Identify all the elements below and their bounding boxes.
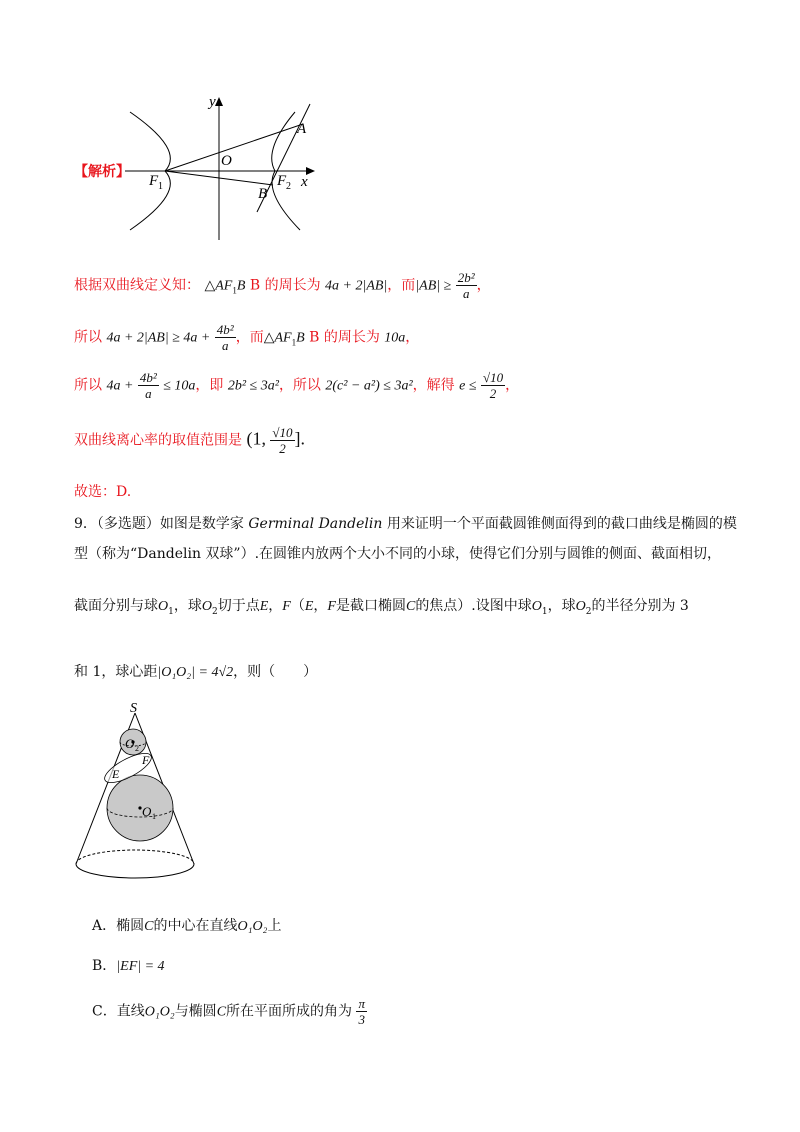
fraction: $\frac{\text{4b²}}{a}$ [216,322,234,353]
dandelin-cone-diagram [70,698,200,888]
math-expr: 4a + 2|AB| [325,278,388,294]
hyperbola-figure [125,92,325,251]
label-O2: O [125,736,135,751]
text: ，而 [235,329,264,346]
text: 根据双曲线定义知： [74,277,200,294]
text: 双曲线离心率的取值范围是 [74,432,242,449]
text: ， [476,277,491,294]
triangle-label: △AF [263,330,292,346]
math-expr: (1, [246,428,266,449]
math-expr: 4a + 2|AB| ≥ 4a + [106,330,211,346]
q9-line-2: 型（称为“Dandelin 双球”）.在圆锥内放两个大小不同的小球，使得它们分别与圆锥的侧面、截面相切， [74,546,722,562]
label-O2-sub: 2 [135,744,139,753]
text: 所以 [74,329,102,346]
triangle-label: △AF [204,278,233,294]
fraction: $\frac{√10}{2}$ [482,370,504,401]
math-expr: ≤ 10a [163,378,196,394]
label-E: E [112,767,120,781]
math-expr: 2(c² − a²) ≤ 3a² [325,378,413,394]
text: ， [405,329,420,346]
text: ，解得 [412,377,455,394]
label-y: y [209,94,216,110]
label-F2: F [277,173,287,189]
math-expr: e ≤ [459,378,477,394]
cone-base-front [76,864,194,878]
text: B 的周长为 [249,277,321,294]
label-F1-sub: 1 [158,181,163,192]
label-S: S [130,701,137,716]
text: B 的周长为 [309,329,380,346]
hyperbola-diagram [125,92,325,247]
text: 所以 [74,377,102,394]
triangle-b: B [236,278,246,294]
line-F1A [165,124,303,171]
text: 9．（多选题）如图是数学家 [74,516,249,532]
answer-line: 故选：D. [74,484,132,500]
q9-line-1 [74,514,737,534]
math-expr: 10a [384,330,406,346]
label-F2-sub: 2 [286,181,291,192]
text: ，所以 [278,377,321,394]
name: Germinal Dandelin [248,516,383,532]
label-O: O [221,153,232,169]
option-B: B．|EF| = 4 [92,958,165,974]
math-expr: ]. [294,428,306,449]
fraction: $\frac{\text{2b²}}{a}$ [457,270,475,301]
fraction: $\frac{√10}{2}$ [272,425,293,456]
math-expr: |AB| ≥ [415,278,452,294]
solution-line-1: 根据双曲线定义知： $\triangle AF_1B$ B 的周长为 4a + 2|AB|，而|AB| ≥ $\frac{\text{2b²}}{a}$ ， [74,270,491,301]
q9-line-4: 和 1，球心距|O₁O₂| = 4√2，则（ ） [74,664,318,680]
label-x: x [301,174,308,190]
solution-line-2: 所以 4a + 2|AB| ≥ 4a + $\frac{\text{4b²}}{a}$ ，而$\triangle AF_1B$ B 的周长为 10a， [74,322,420,353]
y-axis-arrow [215,97,223,106]
cone-base-back [76,850,194,864]
text: ，即 [195,377,224,394]
label-B: B [258,186,268,202]
label-O1-sub: 1 [152,812,156,821]
text: ，而 [387,277,416,294]
option-A: A．椭圆C的中心在直线O₁O₂上 [92,918,282,934]
cone-figure [70,698,200,892]
label-O1: O [142,804,152,819]
analysis-tag: 【解析】 [74,164,130,180]
text: 用来证明一个平面截圆锥侧面得到的截口曲线是椭圆的模 [382,516,737,532]
text: ， [505,377,520,394]
q9-line-3: 截面分别与球$O_1$，球$O_2$切于点E，F（E，F是截口椭圆C的焦点）.设图中球$O_1$，球$O_2$的半径分别为 3 [74,598,689,617]
label-F1: F [149,173,159,189]
label-F: F [142,753,150,767]
fraction: $\frac{\text{4b²}}{a}$ [139,370,157,401]
solution-line-4 [74,425,305,456]
math-expr: 4a + [106,378,134,394]
math-expr: 2b² ≤ 3a² [227,378,279,394]
label-A: A [297,121,307,137]
fraction-pi-3: $\frac{\pi}{3}$ [358,996,365,1027]
solution-line-3 [74,370,519,401]
option-C: C．直线O₁O₂与椭圆C所在平面所成的角为 $\frac{\pi}{3}$ [92,996,365,1027]
